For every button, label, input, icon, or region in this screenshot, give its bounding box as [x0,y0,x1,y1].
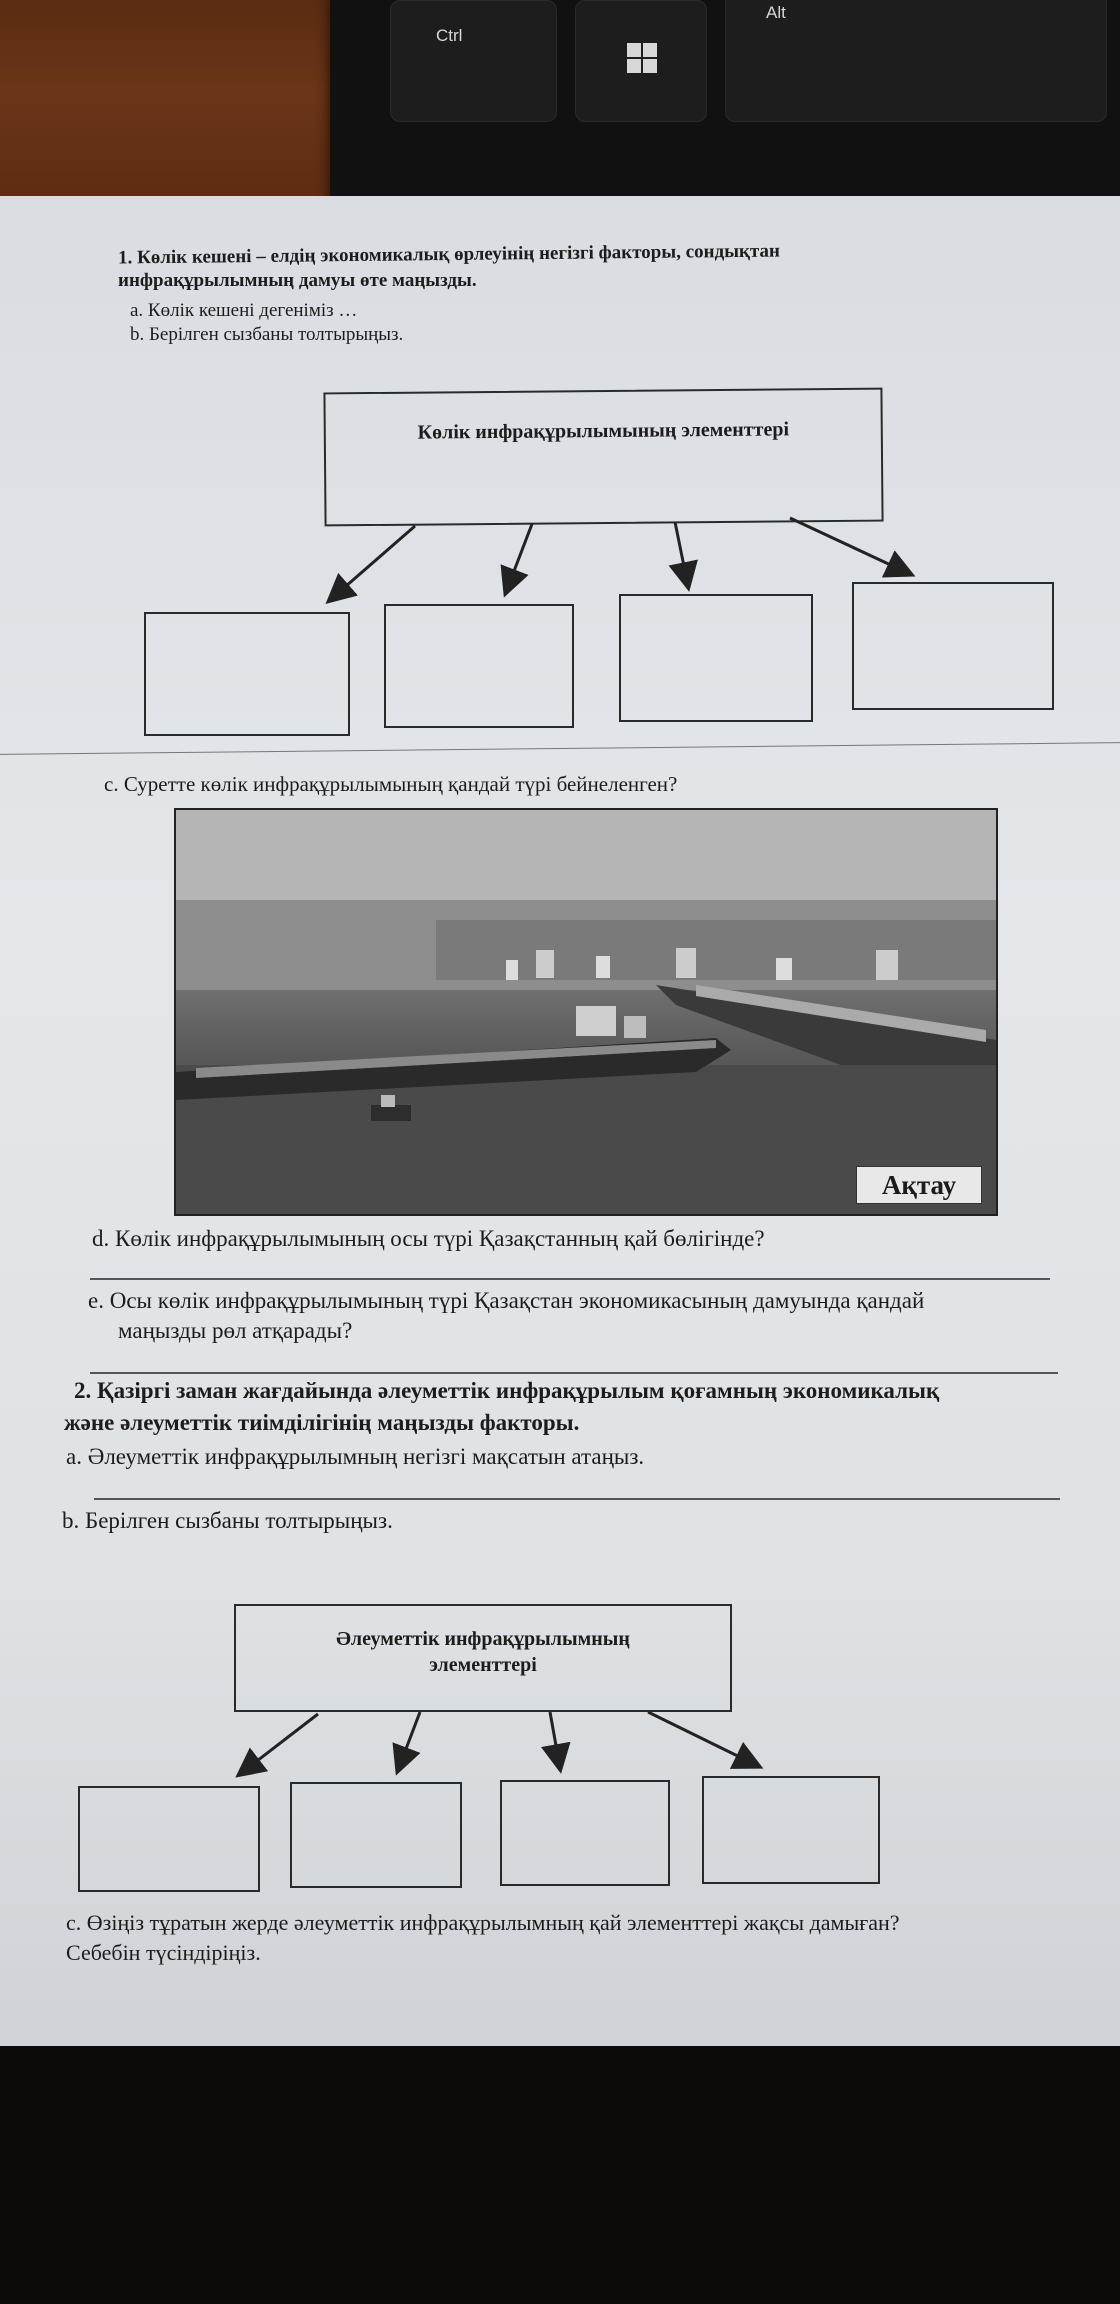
diagram1-title: Көлік инфрақұрылымының элементтері [417,418,790,444]
diagram1-answer-box-4[interactable] [852,582,1054,710]
windows-key [575,0,707,122]
worksheet-paper [0,196,1120,2046]
q1-item-b: b. Берілген сызбаны толтырыңыз. [130,324,404,345]
diagram2-answer-box-4[interactable] [702,1776,880,1884]
diagram1-answer-box-1[interactable] [144,612,350,736]
q2-item-b: b. Берілген сызбаны толтырыңыз. [62,1508,393,1533]
ctrl-key-label: Ctrl [436,26,463,45]
diagram2-answer-box-1[interactable] [78,1786,260,1892]
diagram2-title-line1: Әлеуметтік инфрақұрылымның [336,1628,630,1650]
q1-heading-line2: инфрақұрылымның дамуы өте маңызды. [118,270,477,291]
port-scene [176,810,996,1214]
q1-item-e-line2: маңызды рөл атқарады? [118,1318,353,1343]
alt-key [725,0,1107,122]
diagram2-title-line2: элементтері [429,1654,537,1676]
q1-heading-line1: 1. Көлік кешені – елдің экономикалық өрлеуінің негізгі факторы, сондықтан [117,240,781,269]
q2-item-c-line2: Себебін түсіндіріңіз. [66,1940,261,1965]
q2-item-c-line1: c. Өзіңіз тұратын жерде әлеуметтік инфрақұрылымның қай элементтері жақсы дамыған? [66,1910,900,1935]
diagram2-title-box [234,1604,732,1712]
q1-item-a: a. Көлік кешені дегеніміз … [130,300,358,321]
diagram2-answer-box-2[interactable] [290,1782,462,1888]
q2-heading-line1: 2. Қазіргі заман жағдайында әлеуметтік инфрақұрылым қоғамның экономикалық [74,1378,940,1403]
windows-icon [627,43,657,73]
q1-item-c: c. Суретте көлік инфрақұрылымының қандай түрі бейнеленген? [104,772,678,796]
q2-item-a: a. Әлеуметтік инфрақұрылымның негізгі мақсатын атаңыз. [66,1444,645,1469]
photo-caption: Ақтау [856,1166,982,1204]
diagram2-answer-box-3[interactable] [500,1780,670,1886]
q1-item-e-line1: e. Осы көлік инфрақұрылымының түрі Қазақстан экономикасының дамуында қандай [88,1288,925,1313]
q2-heading-line2: және әлеуметтік тиімділігінің маңызды факторы. [64,1410,580,1435]
q1-item-d-answer-line[interactable] [90,1278,1050,1280]
diagram1-answer-box-2[interactable] [384,604,574,728]
port-photo [174,808,998,1216]
q2-item-a-answer-line[interactable] [94,1498,1060,1500]
diagram1-answer-box-3[interactable] [619,594,813,722]
ctrl-key [390,0,557,122]
alt-key-label: Alt [766,3,786,22]
q1-item-d: d. Көлік инфрақұрылымының осы түрі Қазақстанның қай бөлігінде? [92,1226,765,1251]
q1-item-e-answer-line[interactable] [90,1372,1058,1374]
